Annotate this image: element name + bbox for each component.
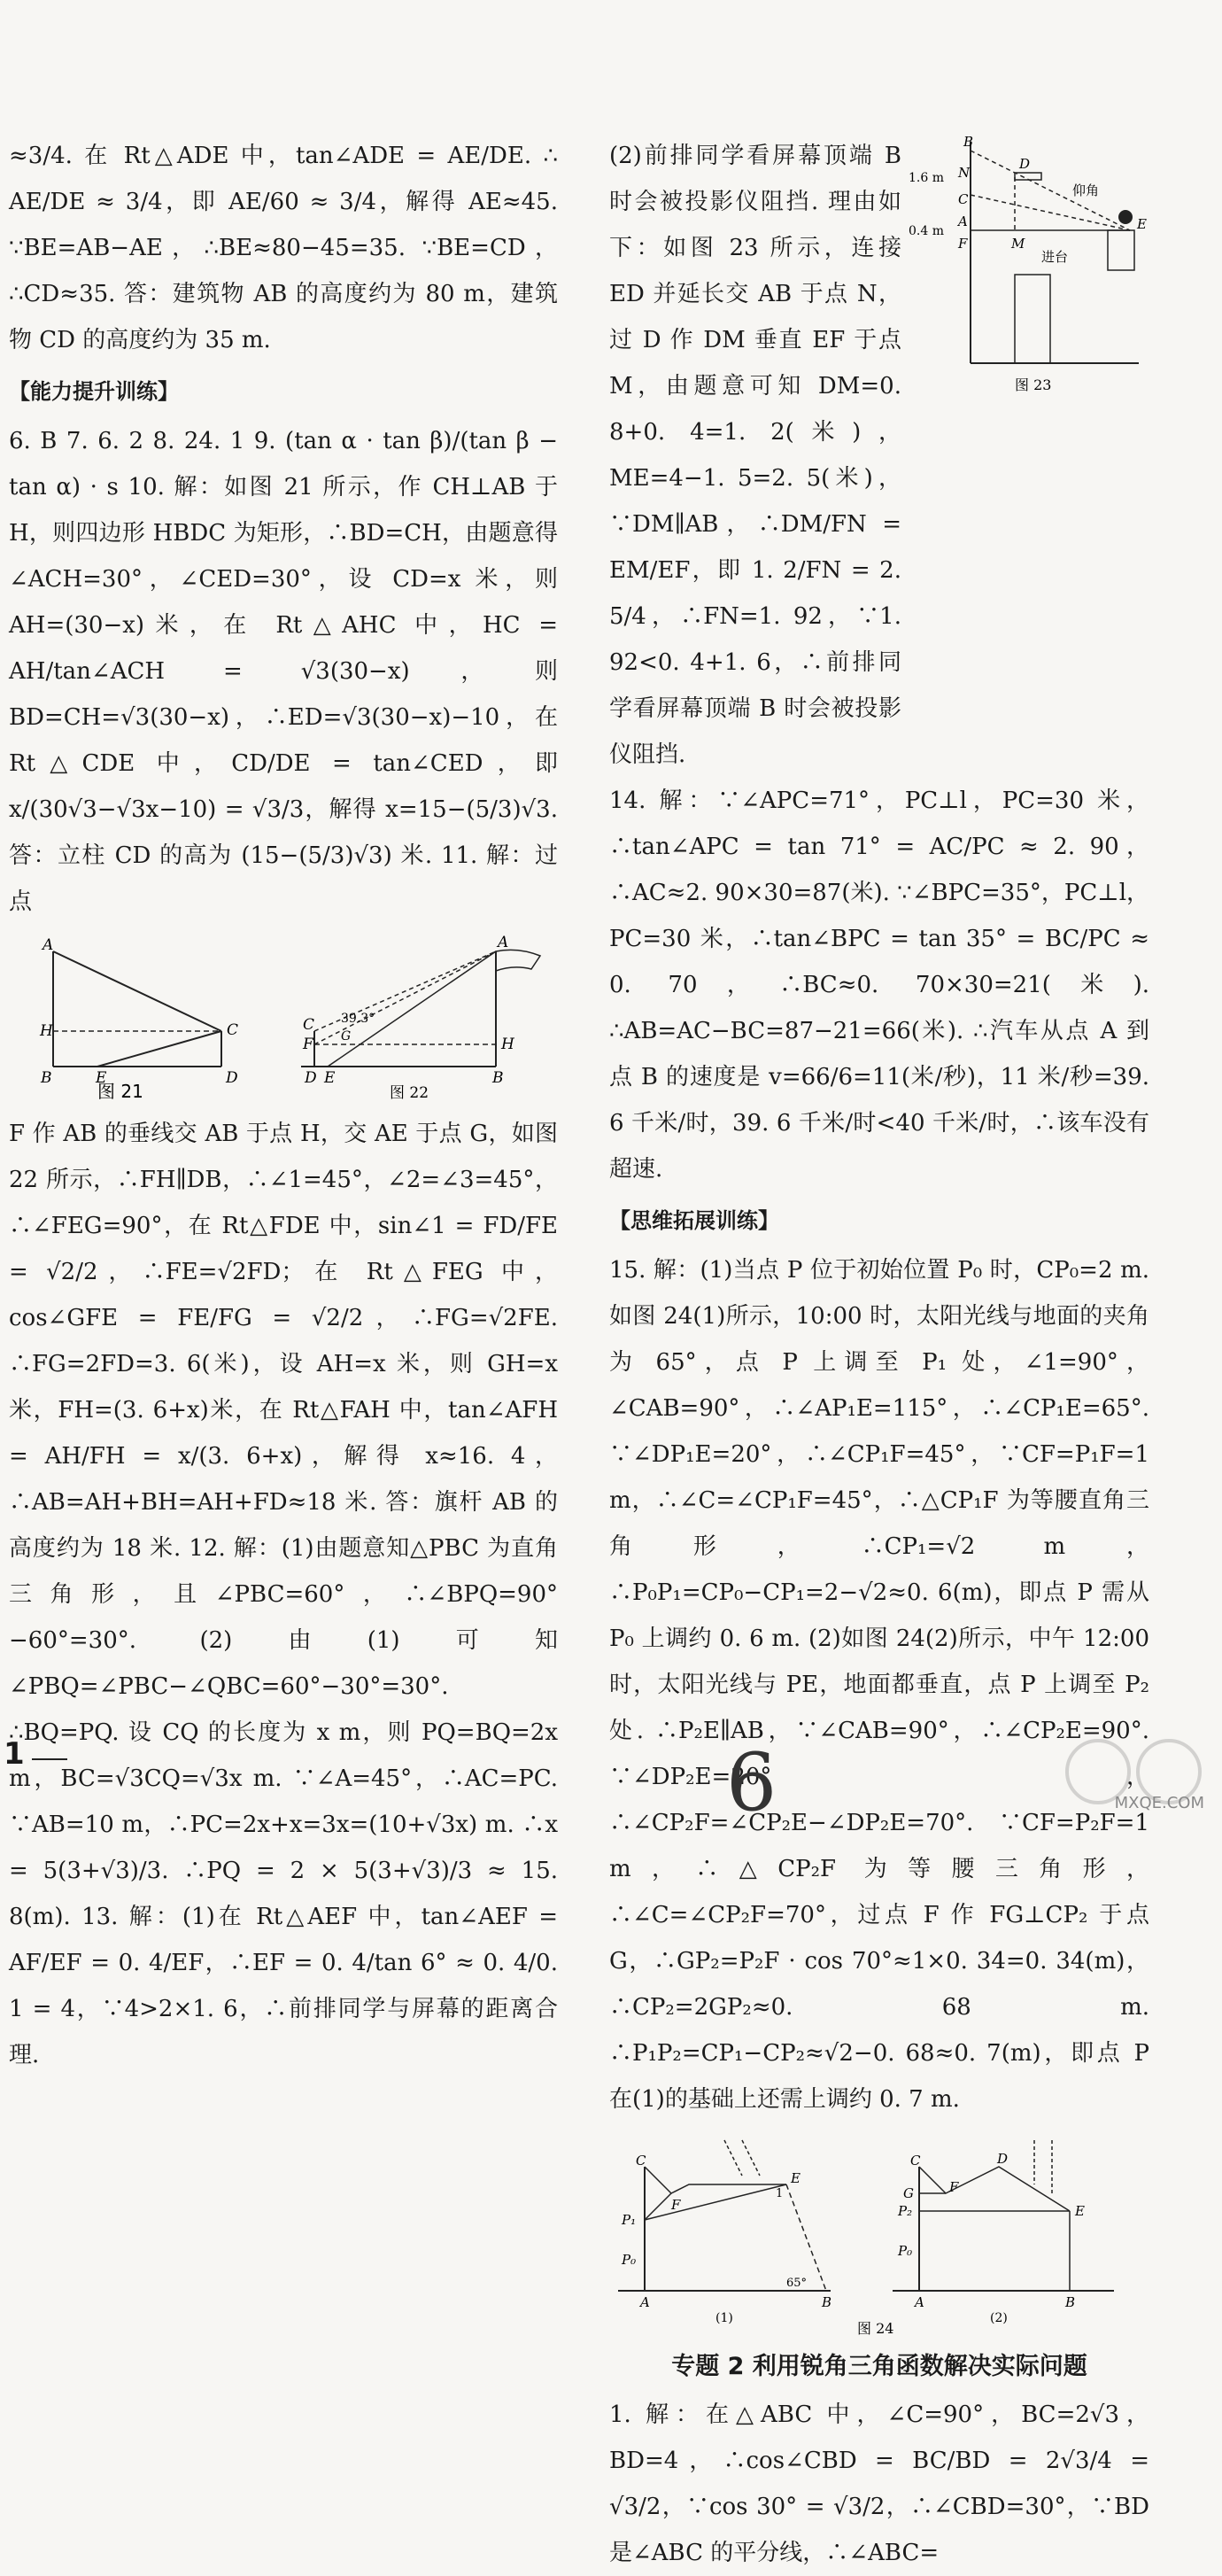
label-E: E — [791, 2170, 800, 2186]
answer-paragraph: 15. 解：(1)当点 P 位于初始位置 P₀ 时，CP₀=2 m. 如图 24(1)所示，10:00 时，太阳光线与地面的夹角为 65°，点 P 上调至 P₁ 处，∠1=90°，∠CAB=90°，∴∠AP₁E=115°，∴∠CP₁E=65°. ∵∠DP₁E=20°，∴∠CP₁F=45°，∵CF=P₁F=1 m，∴∠C=∠CP₁F=45°，∴△CP₁F 为等腰直角三角形，∴CP₁=√2 m，∴P₀P₁=CP₀−CP₁=2−√2≈0. 6(m)，即点 P 需从 P₀ 上调约 0. 6 m. (2)如图 24(2)所示，中午 12:00 时，太阳光线与 PE，地面都垂直，点 P 上调至 P₂ 处. ∴P₂E∥AB，∵∠CAB=90°，∴∠CP₂E=90°. ∵∠DP₂E=20°，∴∠CP₂F=∠CP₂E−∠DP₂E=70°. ∵CF=P₂F=1 m，∴△CP₂F 为等腰三角形，∴∠C=∠CP₂F=70°，过点 F 作 FG⊥CP₂ 于点 G，∴GP₂=P₂F · cos 70°≈1×0. 34=0. 34(m)，∴CP₂=2GP₂≈0. 68 m. ∴P₁P₂=CP₁−CP₂≈√2−0. 68≈0. 7(m)，即点 P 在(1)的基础上还需上调约 0. 7 m. — [609, 1257, 1149, 2113]
fig24-sub2: (2) — [990, 2311, 1008, 2325]
page-number: 1 — [4, 1736, 25, 1772]
fig23-caption: 图 23 — [1015, 376, 1052, 393]
angle-label: 65° — [786, 2277, 808, 2290]
answer-paragraph: (2)前排同学看屏幕顶端 B 时会被投影仪阻挡. 理由如下：如图 23 所示，连接 ED 并延长交 AB 于点 N，过 D 作 DM 垂直 EF 于点 M，由题意可知 DM=0. 8+0. 4=1. 2(米)，ME=4−1. 5=2. 5(米)，∵DM∥AB，∴DM/FN = EM/EF，即 1. 2/FN = 2. 5/4，∴FN=1. 92，∵1. 92<0. 4+1. 6，∴前排同学看屏幕顶端 B 时会被投影仪阻挡. — [609, 143, 901, 768]
label-A: A — [915, 2294, 924, 2310]
label-F: F — [671, 2197, 681, 2213]
label-B: B — [492, 1069, 504, 1087]
label-E: E — [96, 1069, 107, 1087]
height-label-1: 1.6 m — [909, 171, 944, 185]
label-F: F — [958, 236, 968, 252]
left-column — [9, 133, 558, 2078]
right-column — [609, 133, 1149, 2576]
label-F: F — [949, 2179, 959, 2195]
label-D: D — [1019, 156, 1031, 172]
label-C: C — [958, 191, 969, 207]
label-G: G — [341, 1029, 352, 1044]
figure-24 — [609, 2131, 1149, 2335]
label-D: D — [226, 1069, 238, 1087]
label-C: C — [636, 2153, 646, 2169]
handwritten-mark: 6 — [726, 1736, 777, 1829]
label-F: F — [303, 1036, 313, 1053]
label-H: H — [501, 1036, 514, 1053]
figure-23 — [909, 133, 1149, 778]
label-H: H — [40, 1022, 53, 1040]
topic-title: 专题 2 利用锐角三角函数解决实际问题 — [671, 2353, 1087, 2380]
fig24-caption: 图 24 — [857, 2320, 894, 2335]
label-P2: P₂ — [898, 2203, 913, 2219]
label-D: D — [305, 1069, 317, 1087]
label-B: B — [822, 2294, 832, 2310]
answer-paragraph: 14. 解：∵∠APC=71°，PC⊥l，PC=30 米，∴tan∠APC = tan 71° = AC/PC ≈ 2. 90，∴AC≈2. 90×30=87(米). ∵∠BPC=35°，PC⊥l，PC=30 米，∴tan∠BPC = tan 35° = BC/PC ≈ 0. 70，∴BC≈0. 70×30=21(米). ∴AB=AC−BC=87−21=66(米). ∴汽车从点 A 到点 B 的速度是 v=66/6=11(米/秒)，11 米/秒=39. 6 千米/时，39. 6 千米/时<40 千米/时，∴该车没有超速. — [609, 788, 1150, 1183]
elevation-label: 仰角 — [1072, 182, 1100, 198]
answer-paragraph: ≈3/4. 在 Rt△ADE 中，tan∠ADE = AE/DE. ∴ AE/DE ≈ 3/4，即 AE/60 ≈ 3/4，解得 AE≈45. ∵BE=AB−AE，∴BE≈80−45=35. ∵BE=CD，∴CD≈35. 答：建筑物 AB 的高度约为 80 m，建筑物 CD 的高度约为 35 m. — [9, 143, 558, 353]
label-E: E — [324, 1069, 336, 1087]
label-N: N — [958, 165, 971, 181]
answer-paragraph: 1. 解：在△ABC 中，∠C=90°，BC=2√3，BD=4，∴cos∠CBD = BC/BD = 2√3/4 = √3/2，∵cos 30° = √3/2，∴∠CBD=30°，∵BD 是∠ABC 的平分线，∴∠ABC= — [609, 2401, 1149, 2566]
label-A: A — [640, 2294, 650, 2310]
height-label-2: 0.4 m — [909, 224, 944, 238]
fig21-caption: 图 21 — [97, 1081, 143, 1102]
label-D: D — [997, 2151, 1009, 2167]
label-P1: P₁ — [622, 2212, 637, 2228]
page-number-rule — [32, 1758, 67, 1760]
label-C: C — [303, 1016, 315, 1034]
answer-paragraph: F 作 AB 的垂线交 AB 于点 H，交 AE 于点 G，如图 22 所示，∴FH∥DB，∴∠1=45°，∠2=∠3=45°，∴∠FEG=90°，在 Rt△FDE 中，sin∠1 = FD/FE = √2/2，∴FE=√2FD；在 Rt△FEG 中，cos∠GFE = FE/FG = √2/2，∴FG=√2FE. ∴FG=2FD=3. 6(米)，设 AH=x 米，则 GH=x 米，FH=(3. 6+x)米，在 Rt△FAH 中，tan∠AFH = AH/FH = x/(3. 6+x)，解得 x≈16. 4，∴AB=AH+BH=AH+FD≈18 米. 答：旗杆 AB 的高度约为 18 米. 12. 解：(1)由题意知△PBC 为直角三角形，且∠PBC=60°，∴∠BPQ=90°−60°=30°. (2)由(1)可知∠PBQ=∠PBC−∠QBC=60°−30°=30°. ∴BQ=PQ. 设 CQ 的长度为 x m，则 PQ=BQ=2x m，BC=√3CQ=√3x m. ∵∠A=45°，∴AC=PC. ∵AB=10 m，∴PC=2x+x=3x=(10+√3x) m. ∴x = 5(3+√3)/3. ∴PQ = 2 × 5(3+√3)/3 ≈ 15. 8(m). 13. 解：(1)在 Rt△AEF 中，tan∠AEF = AF/EF = 0. 4/EF，∴EF = 0. 4/tan 6° ≈ 0. 4/0. 1 = 4，∵4>2×1. 6，∴前排同学与屏幕的距离合理. — [9, 1121, 558, 2068]
label-B: B — [1065, 2294, 1076, 2310]
figure-21 — [9, 934, 558, 1102]
figure-21-22-row — [9, 934, 558, 1102]
answer-paragraph: 6. B 7. 6. 2 8. 24. 1 9. (tan α · tan β)/(tan β − tan α) · s 10. 解：如图 21 所示，作 CH⊥AB 于 H，则四边形 HBDC 为矩形，∴BD=CH，由题意得∠ACH=30°，∠CED=30°，设 CD=x 米，则 AH=(30−x)米，在 Rt△AHC 中，HC = AH/tan∠ACH = √3(30−x)，则 BD=CH=√3(30−x)，∴ED=√3(30−x)−10，在 Rt△CDE 中，CD/DE = tan∠CED，即 x/(30√3−√3x−10) = √3/3，解得 x=15−(5/3)√3. 答：立柱 CD 的高为 (15−(5/3)√3) 米. 11. 解：过点 — [9, 428, 558, 915]
label-E: E — [1137, 216, 1147, 232]
label-A: A — [43, 936, 54, 954]
label-E: E — [1075, 2203, 1085, 2219]
label-B: B — [41, 1069, 52, 1087]
label-M: M — [1011, 236, 1025, 252]
label-A: A — [958, 213, 968, 229]
label-A: A — [498, 934, 509, 951]
label-C: C — [227, 1021, 239, 1039]
label-P0: P₀ — [622, 2252, 637, 2268]
section-heading-thinking: 【思维拓展训练】 — [609, 1208, 779, 1233]
label-G: G — [903, 2185, 914, 2201]
stage-label: 进台 — [1041, 249, 1069, 265]
angle-one: 1 — [776, 2187, 784, 2200]
label-B: B — [963, 134, 974, 150]
label-C: C — [910, 2153, 921, 2169]
label-P0: P₀ — [898, 2243, 913, 2259]
watermark-text: MXQE.COM — [1114, 1794, 1204, 1812]
fig22-caption: 图 22 — [390, 1084, 429, 1102]
fig24-sub1: (1) — [715, 2311, 733, 2325]
angle-label: 39.3° — [341, 1012, 375, 1026]
section-heading-ability: 【能力提升训练】 — [9, 379, 179, 404]
